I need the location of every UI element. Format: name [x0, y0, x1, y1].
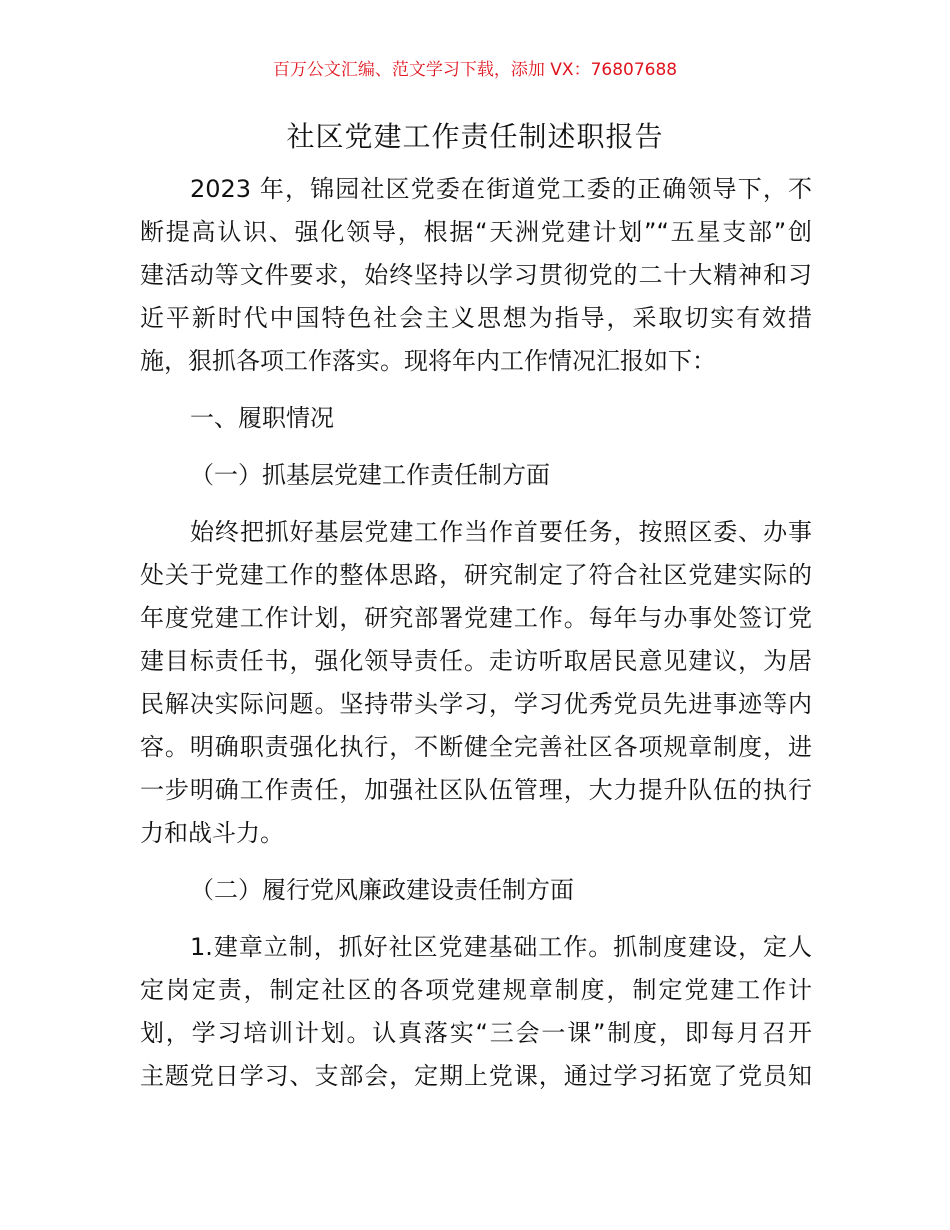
paragraph — [140, 397, 812, 440]
text-line: 划，学习培训计划。认真落实“三会一课”制度，即每月召开 — [140, 1019, 812, 1047]
text-line: 定岗定责，制定社区的各项党建规章制度，制定党建工作计 — [140, 976, 812, 1004]
text-line: 近平新时代中国特色社会主义思想为指导，采取切实有效措 — [140, 304, 812, 332]
text-line: 民解决实际问题。坚持带头学习，学习优秀党员先进事迹等内 — [140, 690, 812, 718]
text-line: （一）抓基层党建工作责任制方面 — [190, 461, 550, 489]
paragraph — [140, 168, 812, 383]
document-body — [140, 168, 812, 1098]
text-line: 1.建章立制，抓好社区党建基础工作。抓制度建设，定人 — [190, 933, 812, 961]
text-line: 建活动等文件要求，始终坚持以学习贯彻党的二十大精神和习 — [140, 261, 812, 289]
text-line: 一步明确工作责任，加强社区队伍管理，大力提升队伍的执行 — [140, 776, 812, 804]
paragraph — [140, 511, 812, 855]
text-line: 主题党日学习、支部会，定期上党课，通过学习拓宽了党员知 — [140, 1062, 812, 1090]
text-line: 容。明确职责强化执行，不断健全完善社区各项规章制度，进 — [140, 733, 812, 761]
text-line: （二）履行党风廉政建设责任制方面 — [190, 876, 574, 904]
text-line: 2023 年，锦园社区党委在街道党工委的正确领导下，不 — [190, 175, 812, 203]
text-line: 处关于党建工作的整体思路，研究制定了符合社区党建实际的 — [140, 561, 812, 589]
text-line: 始终把抓好基层党建工作当作首要任务，按照区委、办事 — [190, 518, 812, 546]
paragraph — [140, 926, 812, 1098]
paragraph — [140, 454, 812, 497]
text-line: 断提高认识、强化领导，根据“天洲党建计划”“五星支部”创 — [140, 218, 812, 246]
text-line: 一、履职情况 — [190, 404, 334, 432]
text-line: 建目标责任书，强化领导责任。走访听取居民意见建议，为居 — [140, 647, 812, 675]
watermark-header: 百万公文汇编、范文学习下载，添加 VX：76807688 — [272, 60, 678, 80]
text-line: 年度党建工作计划，研究部署党建工作。每年与办事处签订党 — [140, 604, 812, 632]
text-line: 施，狠抓各项工作落实。现将年内工作情况汇报如下： — [140, 347, 716, 375]
paragraph — [140, 869, 812, 912]
document-title: 社区党建工作责任制述职报告 — [286, 120, 664, 153]
text-line: 力和战斗力。 — [140, 819, 284, 847]
